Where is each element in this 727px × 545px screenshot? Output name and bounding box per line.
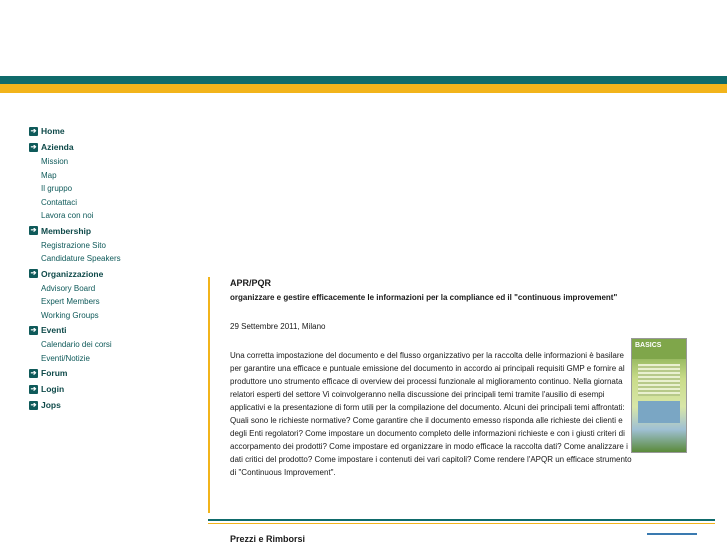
nav-item-link[interactable]: Contattaci bbox=[41, 197, 78, 207]
nav-item-link[interactable]: Registrazione Sito bbox=[41, 240, 106, 250]
nav-section-label: Jops bbox=[41, 400, 61, 410]
header-teal-stripe bbox=[0, 76, 727, 84]
nav-section-jops[interactable] bbox=[29, 397, 199, 413]
nav-item-link[interactable]: Calendario dei corsi bbox=[41, 340, 112, 349]
nav-section-home[interactable] bbox=[29, 123, 199, 139]
nav-section-label: Eventi bbox=[41, 325, 67, 335]
nav-section-forum[interactable] bbox=[29, 365, 199, 381]
nav-section-eventi[interactable] bbox=[29, 322, 199, 338]
nav-section-label: Membership bbox=[41, 225, 92, 236]
nav-item-link[interactable]: Expert Members bbox=[41, 297, 100, 306]
article-subtitle: organizzare e gestire efficacemente le informazioni per la compliance ed il "continuous improvement" bbox=[230, 293, 618, 302]
cover-text-lines bbox=[638, 364, 680, 396]
nav-item-link[interactable]: Working Groups bbox=[41, 310, 99, 320]
nav-section-azienda[interactable] bbox=[29, 139, 199, 155]
arrow-right-icon: ➔ bbox=[30, 369, 37, 377]
nav-item-link[interactable]: Map bbox=[41, 170, 57, 180]
nav-section-organizzazione[interactable] bbox=[29, 266, 199, 282]
header-gold-stripe bbox=[0, 84, 727, 93]
nav-section-label: Azienda bbox=[41, 142, 74, 152]
article-panel bbox=[208, 277, 630, 513]
sidebar-nav bbox=[29, 123, 199, 413]
nav-section-label: Forum bbox=[41, 368, 68, 378]
article-body: Una corretta impostazione del documento e del flusso organizzativo per la raccolta delle informazioni è basilare per garantire una efficace e puntuale emissione del documento in accordo ai principali requisiti GMP e fornire al produttore uno strumento efficace di overview dei processi funzionale al miglioramento continuo. Nella giornata relatori esperti del settore Vi coinvolgeranno nella discussione dei principali temi tramite l'ausilio di esempi applicativi e la presentazione di form utili per la compilazione del documento. Alcuni dei principali temi affrontati: Quali sono le richieste normative? Come garantire che il documento emesso risponda alle richieste dei clienti e degli Enti regolatori? Come impostare un documento completo delle informazioni richieste e con i giusti criteri di accorpamento dei prodotti? Come impostare ed organizzare in modo efficace la raccolta dati? Come analizzare i dati critici del prodotto? Come impostare i contenuti dei vari capitoli? Come rendere l'APQR un efficace strumento di "Continuous Improvement". bbox=[230, 351, 632, 477]
cover-title: BASICS bbox=[632, 339, 686, 359]
cover-photo bbox=[638, 401, 680, 423]
arrow-right-icon: ➔ bbox=[30, 127, 37, 135]
nav-item-link[interactable]: Candidature Speakers bbox=[41, 254, 121, 263]
section-divider-gold bbox=[208, 523, 715, 524]
nav-item-link[interactable]: Il gruppo bbox=[41, 184, 73, 193]
nav-section-login[interactable] bbox=[29, 381, 199, 397]
nav-item-link[interactable]: Eventi/Notizie bbox=[41, 353, 90, 363]
nav-item-link[interactable]: Mission bbox=[41, 157, 69, 166]
nav-section-label: Login bbox=[41, 384, 65, 394]
nav-section-membership[interactable] bbox=[29, 223, 199, 239]
nav-section-label: Organizzazione bbox=[41, 268, 104, 279]
arrow-right-icon: ➔ bbox=[30, 270, 37, 277]
article-date: 29 Settembre 2011, Milano bbox=[230, 322, 326, 331]
article-title: APR/PQR bbox=[230, 278, 272, 288]
arrow-right-icon: ➔ bbox=[30, 227, 37, 234]
section-title-prezzi: Prezzi e Rimborsi bbox=[230, 534, 306, 544]
section-divider-teal bbox=[208, 519, 715, 521]
nav-item-link[interactable]: Advisory Board bbox=[41, 283, 96, 293]
brochure-cover-image[interactable] bbox=[631, 338, 687, 453]
arrow-right-icon: ➔ bbox=[30, 143, 37, 151]
small-banner-image bbox=[647, 533, 697, 545]
nav-section-label: Home bbox=[41, 126, 65, 136]
arrow-right-icon: ➔ bbox=[30, 385, 37, 393]
arrow-right-icon: ➔ bbox=[30, 326, 37, 334]
arrow-right-icon: ➔ bbox=[30, 401, 37, 409]
nav-item-link[interactable]: Lavora con noi bbox=[41, 211, 94, 220]
